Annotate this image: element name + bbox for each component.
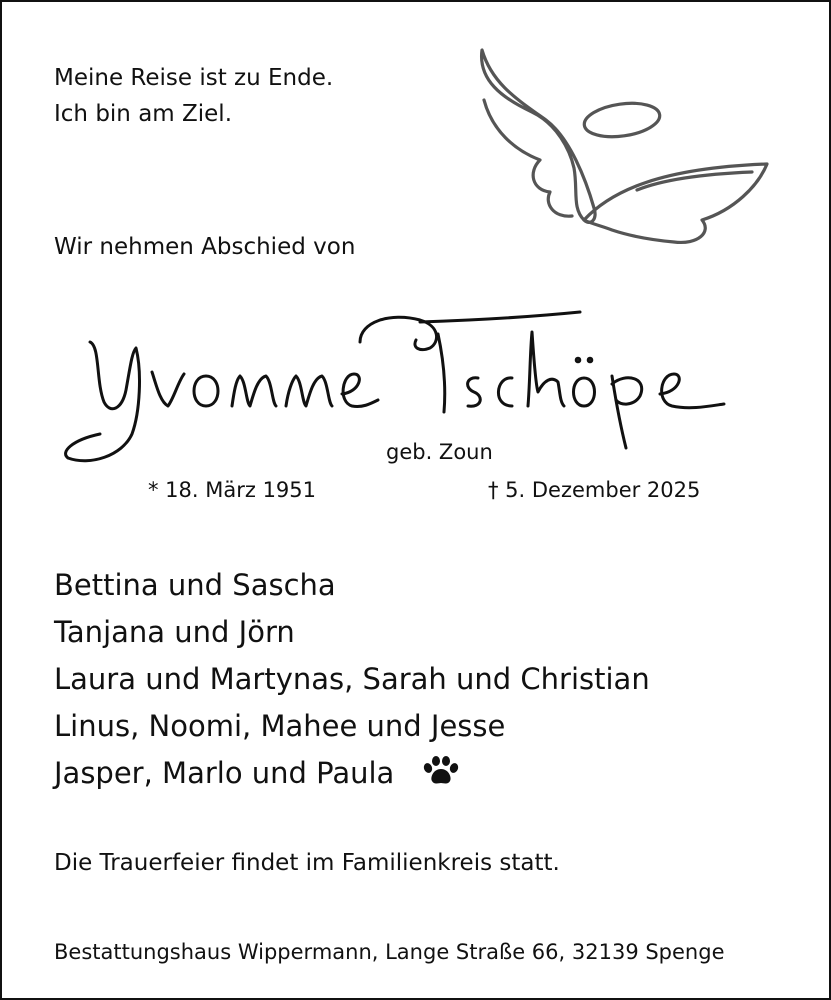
birth-date: * 18. März 1951 (148, 478, 317, 502)
death-date: † 5. Dezember 2025 (488, 478, 701, 502)
funeral-home: Bestattungshaus Wippermann, Lange Straße 66, 32139 Spenge (54, 940, 725, 964)
farewell-text: Wir nehmen Abschied von (54, 234, 356, 260)
family-line-1: Bettina und Sascha (54, 568, 336, 602)
family-line-4: Linus, Noomi, Mahee und Jesse (54, 709, 506, 743)
family-line-3: Laura und Martynas, Sarah und Christian (54, 662, 650, 696)
family-line-2: Tanjana und Jörn (54, 615, 295, 649)
family-line-5-text: Jasper, Marlo und Paula (54, 756, 395, 790)
intro-text (54, 60, 333, 132)
maiden-name: geb. Zoun (386, 440, 493, 464)
family-line-5 (54, 750, 650, 797)
paw-print-icon (422, 756, 460, 786)
service-note: Die Trauerfeier findet im Familienkreis statt. (54, 850, 560, 876)
family-list (54, 562, 650, 797)
angel-wings-halo-icon (462, 40, 782, 255)
intro-line-2: Ich bin am Ziel. (54, 101, 233, 127)
intro-line-1: Meine Reise ist zu Ende. (54, 65, 334, 91)
